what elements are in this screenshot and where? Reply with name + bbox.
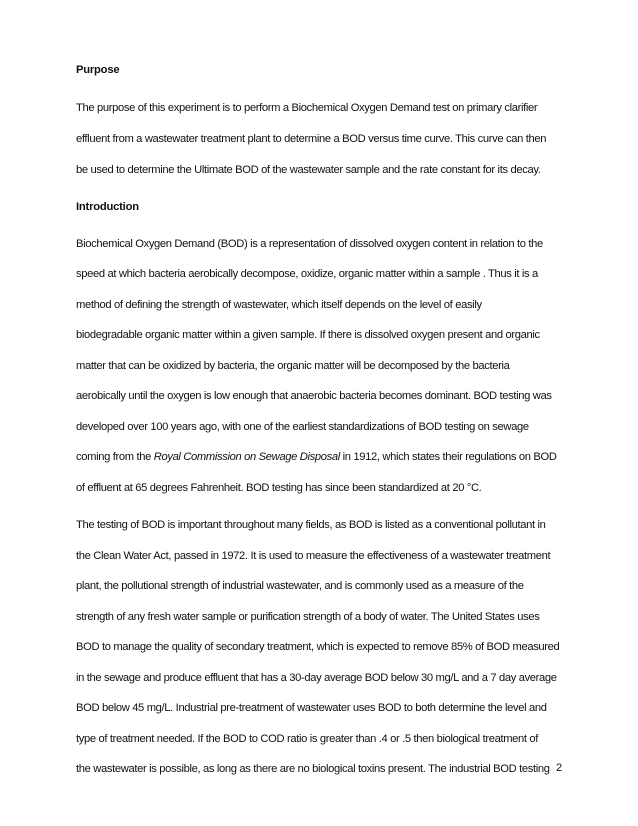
bod-paragraph-line: type of treatment needed. If the BOD to COD ratio is greater than .4 or .5 then biological treatment of [76, 733, 539, 745]
purpose-heading: Purpose [76, 64, 120, 76]
purpose-line: be used to determine the Ultimate BOD of the wastewater sample and the rate constant for its decay. [76, 164, 541, 176]
royal-pre-text: coming from the [76, 451, 154, 463]
bod-paragraph-line: in the sewage and produce effluent that has a 30-day average BOD below 30 mg/L and a 7 day average [76, 672, 557, 684]
bod-paragraph-line: the Clean Water Act, passed in 1972. It is used to measure the effectiveness of a wastewater treatment [76, 550, 551, 562]
royal-post-text: in 1912, which states their regulations on BOD [339, 451, 557, 463]
bod-paragraph-line: plant, the pollutional strength of industrial wastewater, and is commonly used as a measure of the [76, 580, 524, 592]
intro-line: developed over 100 years ago, with one of the earliest standardizations of BOD testing on sewage [76, 421, 529, 433]
intro-line: speed at which bacteria aerobically decompose, oxidize, organic matter within a sample . Thus it is a [76, 268, 538, 280]
page-number: 2 [556, 762, 563, 774]
bod-paragraph-line: strength of any fresh water sample or purification strength of a body of water. The United States uses [76, 611, 540, 623]
introduction-heading: Introduction [76, 201, 139, 213]
intro-line: Biochemical Oxygen Demand (BOD) is a representation of dissolved oxygen content in relation to the [76, 238, 543, 250]
intro-line-royal-commission [76, 450, 557, 464]
purpose-line: The purpose of this experiment is to perform a Biochemical Oxygen Demand test on primary clarifier [76, 102, 538, 114]
bod-paragraph-line: BOD below 45 mg/L. Industrial pre-treatment of wastewater uses BOD to both determine the level and [76, 702, 547, 714]
purpose-line: effluent from a wastewater treatment plant to determine a BOD versus time curve. This curve can then [76, 133, 547, 145]
intro-line: method of defining the strength of wastewater, which itself depends on the level of easily [76, 299, 482, 311]
royal-commission-title: Royal Commission on Sewage Disposal [153, 451, 340, 463]
bod-paragraph-line: the wastewater is possible, as long as there are no biological toxins present. The industrial BOD testing [76, 763, 550, 775]
intro-line: biodegradable organic matter within a given sample. If there is dissolved oxygen present and organic [76, 329, 540, 341]
intro-line: of effluent at 65 degrees Fahrenheit. BOD testing has since been standardized at 20 °C. [76, 482, 482, 494]
intro-line: aerobically until the oxygen is low enough that anaerobic bacteria becomes dominant. BOD testing was [76, 390, 552, 402]
bod-paragraph-line: The testing of BOD is important throughout many fields, as BOD is listed as a conventional pollutant in [76, 519, 546, 531]
bod-paragraph-line: BOD to manage the quality of secondary treatment, which is expected to remove 85% of BOD measured [76, 641, 560, 653]
intro-line: matter that can be oxidized by bacteria, the organic matter will be decomposed by the bacteria [76, 360, 510, 372]
